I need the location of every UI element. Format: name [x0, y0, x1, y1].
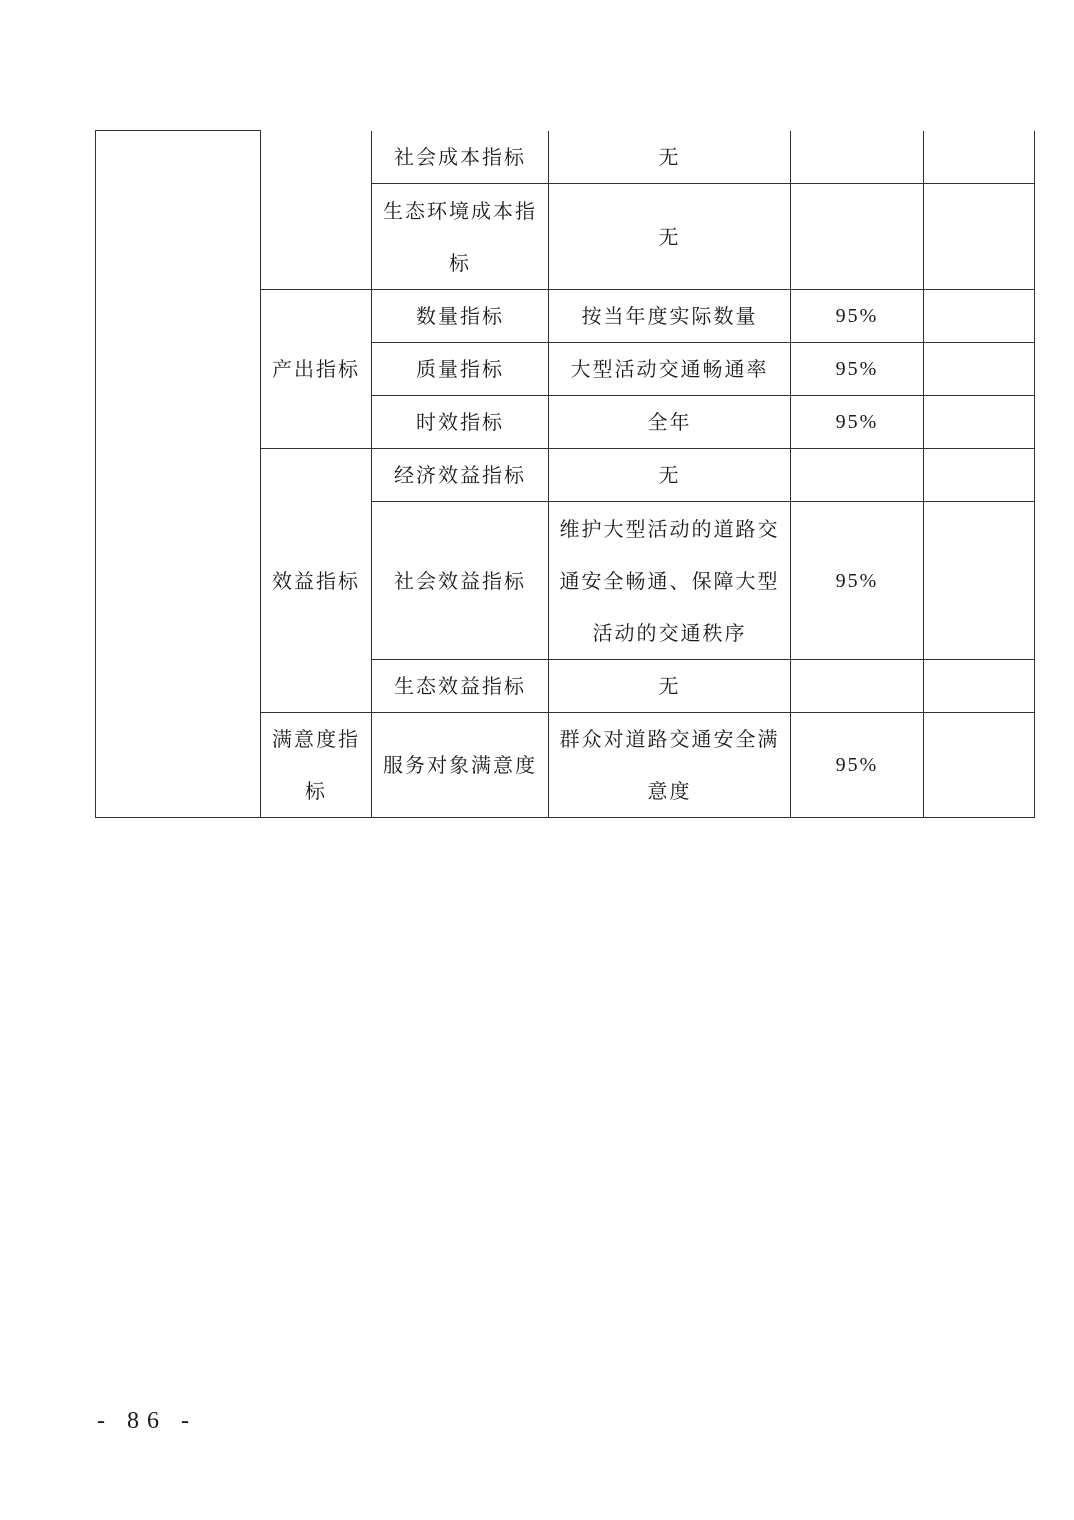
score-cell [791, 131, 924, 184]
value-cell: 大型活动交通畅通率 [549, 343, 791, 396]
metric-cell: 经济效益指标 [372, 449, 549, 502]
score-cell: 95% [791, 343, 924, 396]
value-cell: 无 [549, 131, 791, 184]
score-cell [791, 449, 924, 502]
metric-cell: 生态环境成本指标 [372, 184, 549, 290]
value-cell: 无 [549, 660, 791, 713]
value-cell: 无 [549, 184, 791, 290]
score-cell: 95% [791, 396, 924, 449]
page-number: - 86 - [97, 1408, 197, 1434]
value-cell: 按当年度实际数量 [549, 290, 791, 343]
blank-cell [924, 131, 1035, 184]
score-cell [791, 184, 924, 290]
blank-cell [261, 131, 372, 290]
score-cell: 95% [791, 290, 924, 343]
category-cell: 效益指标 [261, 449, 372, 713]
blank-cell [924, 343, 1035, 396]
blank-cell [924, 713, 1035, 818]
category-cell: 产出指标 [261, 290, 372, 449]
metric-cell: 质量指标 [372, 343, 549, 396]
value-cell: 维护大型活动的道路交通安全畅通、保障大型活动的交通秩序 [549, 502, 791, 660]
blank-cell [924, 502, 1035, 660]
blank-cell [924, 449, 1035, 502]
performance-indicator-table [95, 130, 1035, 818]
value-cell: 全年 [549, 396, 791, 449]
category-cell: 满意度指标 [261, 713, 372, 818]
score-cell: 95% [791, 713, 924, 818]
table-row [96, 131, 1035, 184]
score-cell [791, 660, 924, 713]
blank-cell [924, 290, 1035, 343]
blank-cell [924, 184, 1035, 290]
metric-cell: 社会效益指标 [372, 502, 549, 660]
metric-cell: 服务对象满意度 [372, 713, 549, 818]
metric-cell: 生态效益指标 [372, 660, 549, 713]
blank-cell [924, 396, 1035, 449]
metric-cell: 社会成本指标 [372, 131, 549, 184]
blank-cell [924, 660, 1035, 713]
blank-cell [96, 131, 261, 818]
value-cell: 群众对道路交通安全满意度 [549, 713, 791, 818]
value-cell: 无 [549, 449, 791, 502]
metric-cell: 时效指标 [372, 396, 549, 449]
score-cell: 95% [791, 502, 924, 660]
metric-cell: 数量指标 [372, 290, 549, 343]
